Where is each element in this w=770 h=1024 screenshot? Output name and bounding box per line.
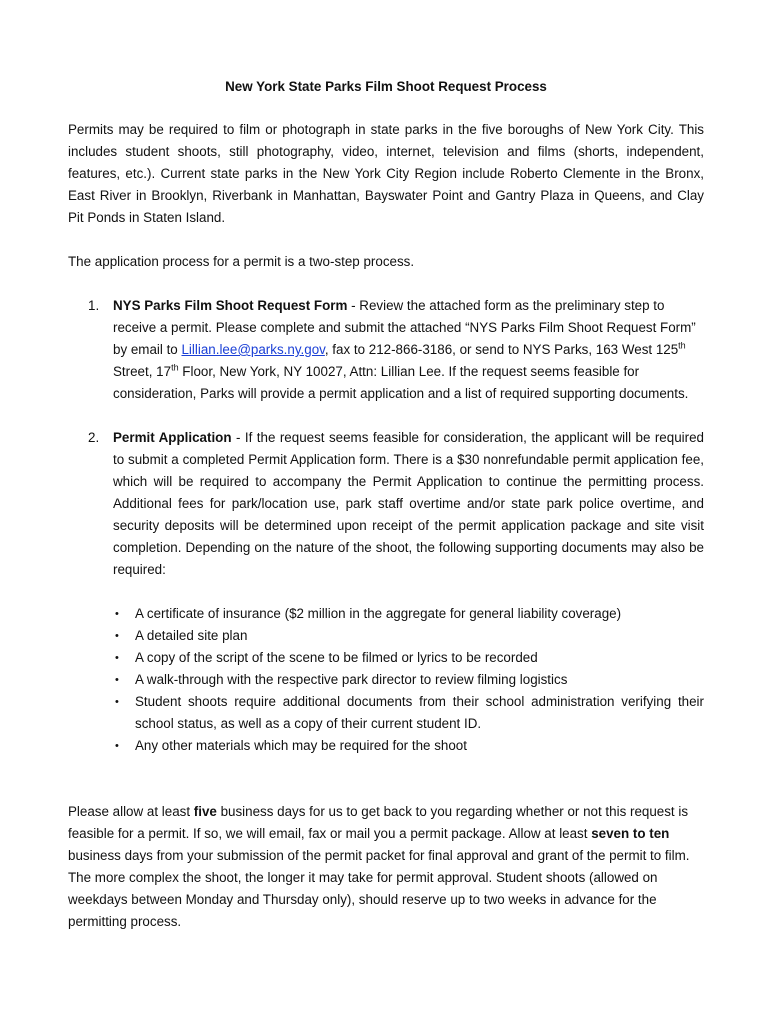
step-2-body: - If the request seems feasible for consideration, the applicant will be required to submit a completed Permit Application form. There is a $30 nonrefundable permit application fee, which will be required to accompany the Permit Application to continue the permitting process. Additional fees for park/location use, park staff overtime and/or state park police overtime, and security deposits will be determined upon receipt of the permit application package and site visit completion. Depending on the nature of the shoot, the following supporting documents may also be required:	[113, 430, 704, 577]
bullet-icon: •	[115, 630, 119, 642]
closing-seven-to-ten: seven to ten	[591, 826, 670, 841]
step-1-text	[113, 295, 704, 405]
list-item	[113, 735, 704, 757]
list-item-text: A certificate of insurance ($2 million in the aggregate for general liability coverage)	[135, 606, 622, 621]
step-1-text-c: Street, 17	[113, 364, 172, 379]
intro-paragraph: Permits may be required to film or photograph in state parks in the five boroughs of New York City. This includes student shoots, still photography, video, internet, television and films (shorts, independent, features, etc.). Current state parks in the New York City Region include Roberto Clemente in the Bronx, East River in Brooklyn, Riverbank in Manhattan, Bayswater Point and Gantry Plaza in Queens, and Clay Pit Ponds in Staten Island.	[68, 122, 704, 225]
bullet-icon: •	[115, 652, 119, 664]
list-item-text: A copy of the script of the scene to be filmed or lyrics to be recorded	[135, 650, 538, 665]
list-item	[113, 647, 704, 669]
document-title: New York State Parks Film Shoot Request Process	[225, 79, 547, 94]
list-item-text: Any other materials which may be required for the shoot	[135, 738, 467, 753]
step-1-text-b: , fax to 212-866-3186, or send to NYS Parks, 163 West 125	[324, 342, 679, 357]
step-1-text-d: Floor, New York, NY 10027, Attn: Lillian Lee. If the request seems feasible for consideration, Parks will provide a permit application and a list of required supporting documents.	[113, 364, 689, 401]
list-item-text: A walk-through with the respective park director to review filming logistics	[135, 672, 568, 687]
bullet-icon: •	[115, 740, 119, 752]
step-1	[68, 295, 704, 405]
two-step-paragraph: The application process for a permit is a two-step process.	[68, 254, 415, 269]
step-2	[68, 427, 704, 757]
closing-text-c: business days for us to get back to you regarding whether or not this request is feasible for a permit. If so, we will email, fax or mail you a permit package. Allow at least	[68, 804, 689, 841]
step-2-number: 2.	[88, 430, 100, 445]
closing-text-a: Please allow at least	[68, 804, 194, 819]
email-link[interactable]: Lillian.lee@parks.ny.gov	[181, 342, 325, 357]
step-2-text	[113, 427, 704, 581]
step-1-sup-2: th	[171, 362, 179, 373]
list-item	[113, 625, 704, 647]
bullet-icon: •	[115, 608, 119, 620]
closing-text-e: business days from your submission of the permit packet for final approval and grant of the permit to film. The more complex the shoot, the longer it may take for permit approval. Student shoots (allowed on weekdays between Monday and Thursday only), should reserve up to two weeks in advance for the permitting process.	[68, 848, 690, 929]
step-1-text-a: - Review the attached form as the preliminary step to receive a permit. Please complete and submit the attached “NYS Parks Film Shoot Request Form” by email to	[113, 298, 696, 357]
required-documents-list	[113, 603, 704, 757]
step-2-heading: Permit Application	[113, 430, 232, 445]
list-item	[113, 669, 704, 691]
list-item	[113, 691, 704, 735]
list-item-text: Student shoots require additional documents from their school administration verifying their school status, as well as a copy of their current student ID.	[135, 694, 704, 731]
step-1-heading: NYS Parks Film Shoot Request Form	[113, 298, 348, 313]
bullet-icon: •	[115, 674, 119, 686]
bullet-icon: •	[115, 696, 119, 708]
closing-five: five	[193, 804, 217, 819]
step-1-sup-1: th	[678, 340, 686, 351]
closing-paragraph	[68, 801, 704, 933]
steps-list	[68, 295, 704, 757]
list-item-text: A detailed site plan	[135, 628, 248, 643]
list-item	[113, 603, 704, 625]
step-1-number: 1.	[88, 298, 100, 313]
